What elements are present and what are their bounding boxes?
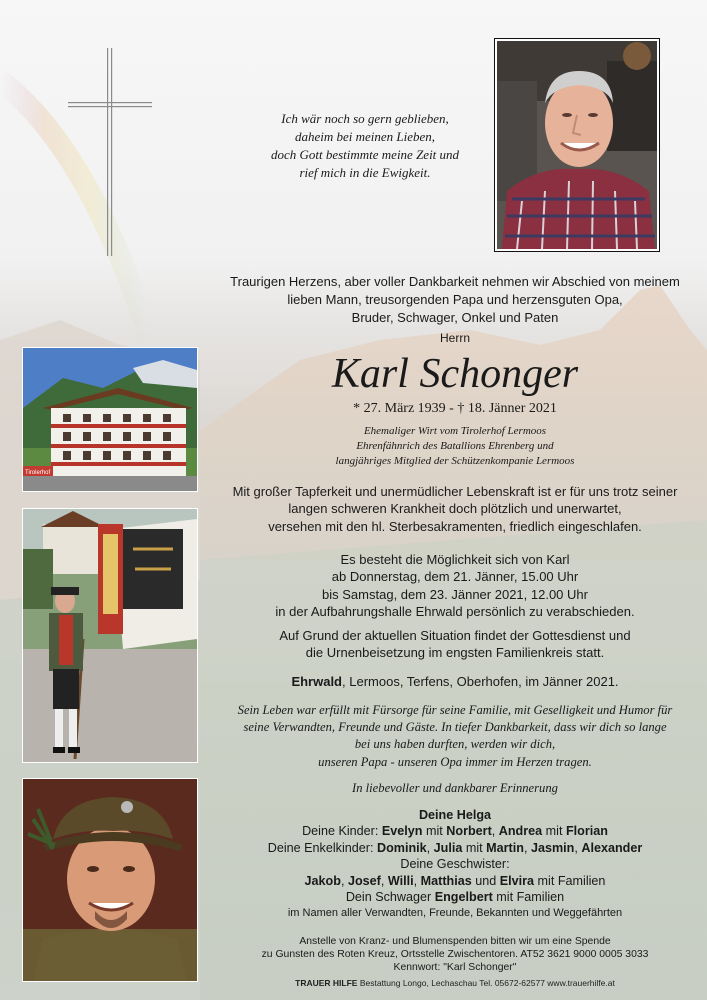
donation-note [205, 935, 705, 974]
donation-line: Kennwort: "Karl Schonger" [393, 962, 517, 973]
tribute-line: unseren Papa - unseren Opa immer im Herzen tragen. [318, 754, 592, 769]
memory-text: In liebevoller und dankbarer Erinnerung [352, 781, 558, 795]
family-list [205, 807, 705, 922]
text-line: in der Aufbahrungshalle Ehrwald persönlich zu verabschieden. [275, 603, 635, 619]
intro-line: Traurigen Herzens, aber voller Dankbarkeit nehmen wir Abschied von meinem [230, 274, 680, 289]
siblings-line: Jakob, Josef, Willi, Matthias und Elvira mit Familien [304, 873, 606, 888]
text-line: langen schweren Krankheit doch plötzlich und unerwartet, [288, 501, 622, 517]
tribute-line: seine Verwandten, Freunde und Gäste. In tiefer Dankbarkeit, dass wir dich so lange [243, 720, 667, 735]
text-line: die Urnenbeisetzung im engsten Familienkreis statt. [305, 645, 605, 661]
text-line: versehen mit den hl. Sterbesakramenten, friedlich eingeschlafen. [268, 518, 642, 534]
cross-icon [68, 48, 152, 261]
text-line: Auf Grund der aktuellen Situation findet der Gottesdienst und [279, 628, 631, 643]
others-line: im Namen aller Verwandten, Freunde, Bekannten und Weggefährten [287, 907, 623, 920]
hotel-sign: Tirolerhof [25, 470, 51, 476]
tribute-line: Sein Leben war erfüllt mit Fürsorge für seine Familie, mit Geselligkeit und Humor für [237, 703, 673, 717]
poem [255, 110, 475, 182]
siblings-label: Deine Geschwister: [400, 857, 510, 872]
tribute-line: bei uns haben durften, werden wir dich, [354, 737, 556, 752]
tribute-text [205, 702, 705, 771]
memory-line [205, 780, 705, 797]
role-line: langjähriges Mitglied der Schützenkompanie Lermoos [335, 455, 575, 467]
donation-line: zu Gunsten des Roten Kreuz, Ortsstelle Zwischentoren. AT52 3621 9000 0005 3033 [261, 949, 649, 960]
place-date-line [205, 673, 705, 690]
portrait-photo [494, 38, 660, 252]
text-line: ab Donnerstag, dem 21. Jänner, 15.00 Uhr [331, 569, 579, 585]
intro-line: lieben Mann, treusorgenden Papa und herzensguten Opa, [287, 292, 623, 307]
intro-text [205, 273, 705, 327]
footer-brand: TRAUER HILFE [295, 978, 358, 988]
poem-line: daheim bei meinen Lieben, [294, 129, 436, 144]
poem-line: doch Gott bestimmte meine Zeit und [270, 147, 460, 162]
photo-hotel [22, 347, 198, 492]
text-line: Mit großer Tapferkeit und unermüdlicher Lebenskraft ist er für uns trotz seiner [232, 484, 678, 499]
paragraph-passing [205, 483, 705, 535]
paragraph-viewing [205, 551, 705, 620]
wife-name: Deine Helga [418, 808, 492, 822]
text-line: Es besteht die Möglichkeit sich von Karl [340, 552, 570, 567]
donation-line: Anstelle von Kranz- und Blumenspenden bitten wir um eine Spende [299, 936, 611, 947]
grandchildren-line: Deine Enkelkinder: Dominik, Julia mit Martin, Jasmin, Alexander [267, 840, 643, 855]
photo-flag-bearer [22, 508, 198, 763]
paragraph-service [205, 627, 705, 662]
deceased-name: Karl Schonger [331, 351, 579, 397]
children-line: Deine Kinder: Evelyn mit Norbert, Andrea mit Florian [302, 824, 608, 839]
poem-line: rief mich in die Ewigkeit. [299, 165, 431, 180]
role-line: Ehemaliger Wirt vom Tirolerhof Lermoos [363, 425, 547, 437]
footer-text: Bestattung Longo, Lechaschau Tel. 05672-62577 www.trauerhilfe.at [357, 978, 615, 988]
text-line: bis Samstag, dem 23. Jänner 2021, 12.00 Uhr [322, 586, 588, 602]
life-dates: * 27. März 1939 - † 18. Jänner 2021 [353, 401, 557, 416]
inlaw-line: Dein Schwager Engelbert mit Familien [345, 890, 565, 905]
photo-hat-portrait [22, 778, 198, 982]
intro-line: Bruder, Schwager, Onkel und Paten [351, 310, 559, 325]
place-rest: , Lermoos, Terfens, Oberhofen, im Jänner 2021. [342, 674, 619, 689]
deceased-roles [200, 424, 707, 469]
role-line: Ehrenfähnrich des Batallions Ehrenberg und [356, 440, 554, 452]
salutation: Herrn [439, 331, 470, 345]
poem-line: Ich wär noch so gern geblieben, [281, 111, 449, 126]
place-bold: Ehrwald [291, 674, 343, 689]
footer [205, 978, 705, 988]
